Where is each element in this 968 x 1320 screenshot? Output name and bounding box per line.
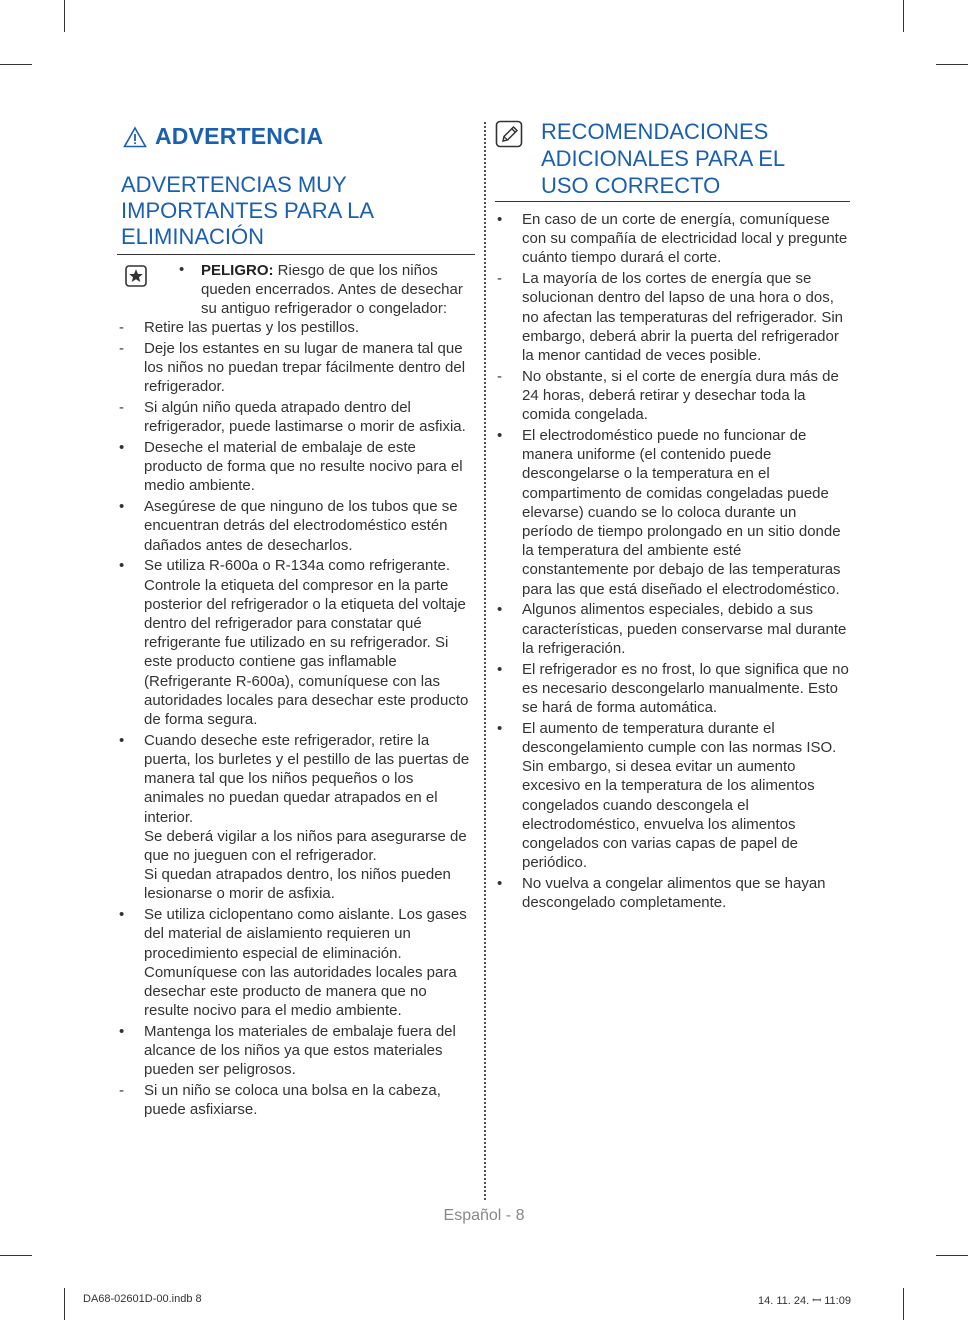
- list-item: [495, 660, 850, 718]
- column-divider: [484, 122, 486, 1200]
- warning-title: ADVERTENCIA: [155, 123, 324, 149]
- list-item: [495, 426, 850, 599]
- list-item-text: Asegúrese de que ninguno de los tubos que se encuentran detrás del electrodoméstico estén dañados antes de desecharlos.: [144, 498, 458, 554]
- list-item-text: Retire las puertas y los pestillos.: [144, 319, 360, 336]
- bullet-mark: •: [497, 875, 503, 893]
- warning-triangle-icon: [123, 126, 147, 148]
- bullet-mark: •: [119, 557, 125, 575]
- crop-mark: [64, 1288, 65, 1320]
- list-item: [117, 438, 475, 496]
- list-item: [495, 719, 850, 873]
- list-item: [495, 600, 850, 658]
- list-item: [117, 556, 475, 729]
- star-box-icon: [125, 265, 147, 287]
- bullet-mark: •: [497, 211, 503, 228]
- crop-mark: [903, 0, 904, 32]
- list-item-text: Se utiliza ciclopentano como aislante. Los gases del material de aislamiento requieren un procedimiento especial de eliminación. Comuníquese con las autoridades locales para desechar este producto de manera que no resulte nocivo para el medio ambiente.: [144, 906, 467, 1020]
- recommendations-title: RECOMENDACIONES ADICIONALES PARA EL USO CORRECTO: [541, 119, 785, 198]
- list-item: [495, 874, 850, 912]
- crop-mark: [903, 1288, 904, 1320]
- list-item: [117, 497, 475, 555]
- bullet-mark: •: [119, 731, 125, 749]
- crop-mark: [0, 1255, 32, 1256]
- list-item: [117, 1022, 475, 1080]
- list-item-text: El refrigerador es no frost, lo que significa que no es necesario descongelarlo manualmente. Esto se hará de forma automática.: [522, 660, 849, 717]
- left-column: [117, 123, 475, 1121]
- page-number: Español - 8: [443, 1207, 525, 1224]
- danger-description: Riesgo de que los niños queden encerrados. Antes de desechar su antiguo refrigerador o congelador:: [201, 262, 463, 317]
- danger-text: [179, 261, 475, 318]
- dash-mark: -: [497, 367, 502, 385]
- list-item: [495, 210, 850, 268]
- bullet-mark: •: [497, 719, 503, 737]
- list-item-text: El electrodoméstico puede no funcionar de manera uniforme (el contenido puede descongelarse o la temperatura en el compartimento de comidas congeladas puede elevarse) cuando se lo coloca durante un período de tiempo prolongado en un sitio donde la temperatura del ambiente esté constantemente por debajo de las temperaturas para las que está diseñado el electrodoméstico.: [522, 427, 841, 598]
- section-title-disposal: ADVERTENCIAS MUY IMPORTANTES PARA LA ELIMINACIÓN: [117, 172, 475, 255]
- recommendations-heading: [495, 118, 850, 199]
- list-item-text: Se utiliza R-600a o R-134a como refrigerante. Controle la etiqueta del compresor en la parte posterior del refrigerador o la etiqueta del voltaje dentro del refrigerador para constatar qué refrigerante fue utilizado en su refrigerador. Si este producto contiene gas inflamable (Refrigerante R-600a), comuníquese con las autoridades locales para desechar este producto de forma segura.: [144, 557, 469, 729]
- bullet-mark: •: [497, 660, 503, 678]
- list-item-text: Mantenga los materiales de embalaje fuera del alcance de los niños ya que estos materiales pueden ser peligrosos.: [144, 1023, 456, 1079]
- list-item-text: En caso de un corte de energía, comuníquese con su compañía de electricidad local y pregunte cuánto tiempo durará el corte.: [522, 211, 848, 267]
- dash-mark: -: [119, 339, 124, 357]
- left-item-list: [117, 318, 475, 1120]
- list-item-text: Si algún niño queda atrapado dentro del refrigerador, puede lastimarse o morir de asfixia.: [144, 399, 466, 436]
- dash-mark: -: [119, 399, 124, 416]
- dash-mark: -: [119, 1082, 124, 1100]
- bullet-mark: •: [119, 1023, 125, 1041]
- crop-mark: [936, 64, 968, 65]
- list-item: [117, 398, 475, 436]
- right-item-list: [495, 210, 850, 912]
- list-item-text: Deseche el material de embalaje de este producto de forma que no resulte nocivo para el medio ambiente.: [144, 439, 463, 495]
- list-item-text: No obstante, si el corte de energía dura más de 24 horas, deberá retirar y desechar toda la comida congelada.: [522, 367, 839, 424]
- bullet-mark: •: [119, 906, 125, 924]
- heading-rule: [495, 201, 850, 202]
- dash-mark: -: [497, 270, 502, 288]
- list-item-text: Algunos alimentos especiales, debido a sus características, pueden conservarse mal durante la refrigeración.: [522, 601, 847, 657]
- print-timestamp: 14. 11. 24. ꟷ 11:09: [758, 1295, 851, 1307]
- list-item-text: La mayoría de los cortes de energía que se solucionan dentro del lapso de una hora o dos, no afectan las temperaturas del refrigerador. Sin embargo, deberá abrir la puerta del refrigerador la menor cantidad de veces posible.: [522, 270, 844, 365]
- warning-heading: [123, 123, 475, 150]
- list-item: [117, 318, 475, 337]
- danger-notice: [117, 261, 475, 318]
- note-pencil-icon: [495, 120, 523, 148]
- crop-mark: [64, 0, 65, 32]
- list-item-text: No vuelva a congelar alimentos que se hayan descongelado completamente.: [522, 875, 826, 912]
- list-item: [117, 1081, 475, 1119]
- list-item-text: Si un niño se coloca una bolsa en la cabeza, puede asfixiarse.: [144, 1082, 441, 1119]
- list-item: [495, 269, 850, 365]
- list-item: [495, 367, 850, 425]
- dash-mark: -: [119, 319, 124, 336]
- crop-mark: [0, 64, 32, 65]
- bullet-mark: •: [119, 498, 125, 516]
- file-name: DA68-02601D-00.indb 8: [83, 1293, 202, 1305]
- danger-label: PELIGRO:: [201, 262, 274, 279]
- list-item: [117, 731, 475, 904]
- bullet-mark: •: [497, 427, 503, 445]
- list-item-text: Cuando deseche este refrigerador, retire la puerta, los burletes y el pestillo de las puertas de manera tal que los niños pequeños o los animales no puedan quedar atrapados en el interior. Se deberá vigilar a los niños para asegurarse de que no jueguen con el refrigerador. Si quedan atrapados dentro, los niños pueden lesionarse o morir de asfixia.: [144, 731, 470, 903]
- right-column: [495, 118, 850, 914]
- bullet-mark: •: [497, 601, 503, 619]
- bullet-mark: •: [179, 261, 185, 278]
- bullet-mark: •: [119, 439, 125, 456]
- list-item: [117, 905, 475, 1020]
- list-item-text: El aumento de temperatura durante el descongelamiento cumple con las normas ISO. Sin embargo, si desea evitar un aumento excesivo en la temperatura de los alimentos congelados cuando descongela el electrodoméstico, envuelva los alimentos congelados con varias capas de papel de periódico.: [522, 719, 837, 872]
- list-item: [117, 339, 475, 397]
- crop-mark: [936, 1255, 968, 1256]
- list-item-text: Deje los estantes en su lugar de manera tal que los niños no puedan trepar fácilmente dentro del refrigerador.: [144, 339, 466, 396]
